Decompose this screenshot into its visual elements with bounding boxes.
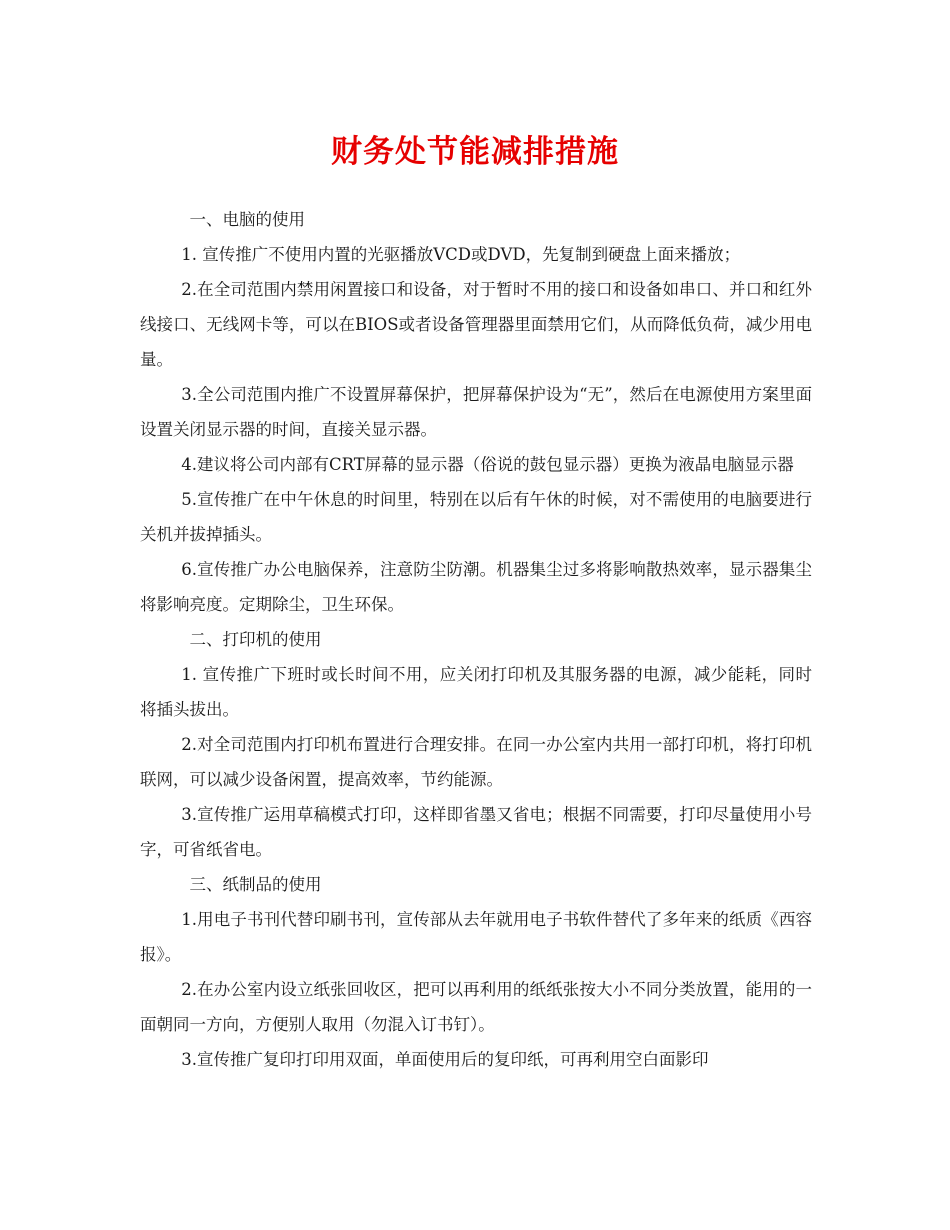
- paragraph: 1. 宣传推广不使用内置的光驱播放VCD或DVD，先复制到硬盘上面来播放；: [181, 245, 741, 264]
- section-heading-computer: 一、电脑的使用: [189, 210, 305, 229]
- document-body: [140, 202, 812, 1077]
- document-title: 财务处节能减排措施: [331, 134, 619, 170]
- paragraph: 1.用电子书刊代替印刷书刊，宣传部从去年就用电子书软件替代了多年来的纸质《西容报》。: [140, 910, 812, 964]
- section-heading-paper: 三、纸制品的使用: [189, 875, 322, 894]
- paragraph: 6.宣传推广办公电脑保养，注意防尘防潮。机器集尘过多将影响散热效率，显示器集尘将影响亮度。定期除尘，卫生环保。: [140, 560, 812, 614]
- paragraph: 2.对全司范围内打印机布置进行合理安排。在同一办公室内共用一部打印机，将打印机联网，可以减少设备闲置，提高效率，节约能源。: [140, 735, 812, 789]
- paragraph: 1. 宣传推广下班时或长时间不用，应关闭打印机及其服务器的电源，减少能耗，同时将插头拔出。: [140, 665, 812, 719]
- paragraph: 3.宣传推广复印打印用双面，单面使用后的复印纸，可再利用空白面影印: [181, 1050, 709, 1069]
- paragraph: 4.建议将公司内部有CRT屏幕的显示器（俗说的鼓包显示器）更换为液晶电脑显示器: [181, 455, 794, 474]
- paragraph: 3.宣传推广运用草稿模式打印，这样即省墨又省电；根据不同需要，打印尽量使用小号字，可省纸省电。: [140, 805, 812, 859]
- paragraph: 2.在全司范围内禁用闲置接口和设备，对于暂时不用的接口和设备如串口、并口和红外线接口、无线网卡等，可以在BIOS或者设备管理器里面禁用它们，从而降低负荷，减少用电量。: [140, 280, 812, 369]
- section-heading-printer: 二、打印机的使用: [189, 630, 322, 649]
- paragraph: 3.全公司范围内推广不设置屏幕保护，把屏幕保护设为“无”，然后在电源使用方案里面设置关闭显示器的时间，直接关显示器。: [140, 385, 812, 439]
- paragraph: 2.在办公室内设立纸张回收区，把可以再利用的纸纸张按大小不同分类放置，能用的一面朝同一方向，方便别人取用（勿混入订书钉）。: [140, 980, 812, 1034]
- paragraph: 5.宣传推广在中午休息的时间里，特别在以后有午休的时候，对不需使用的电脑要进行关机并拔掉插头。: [140, 490, 812, 544]
